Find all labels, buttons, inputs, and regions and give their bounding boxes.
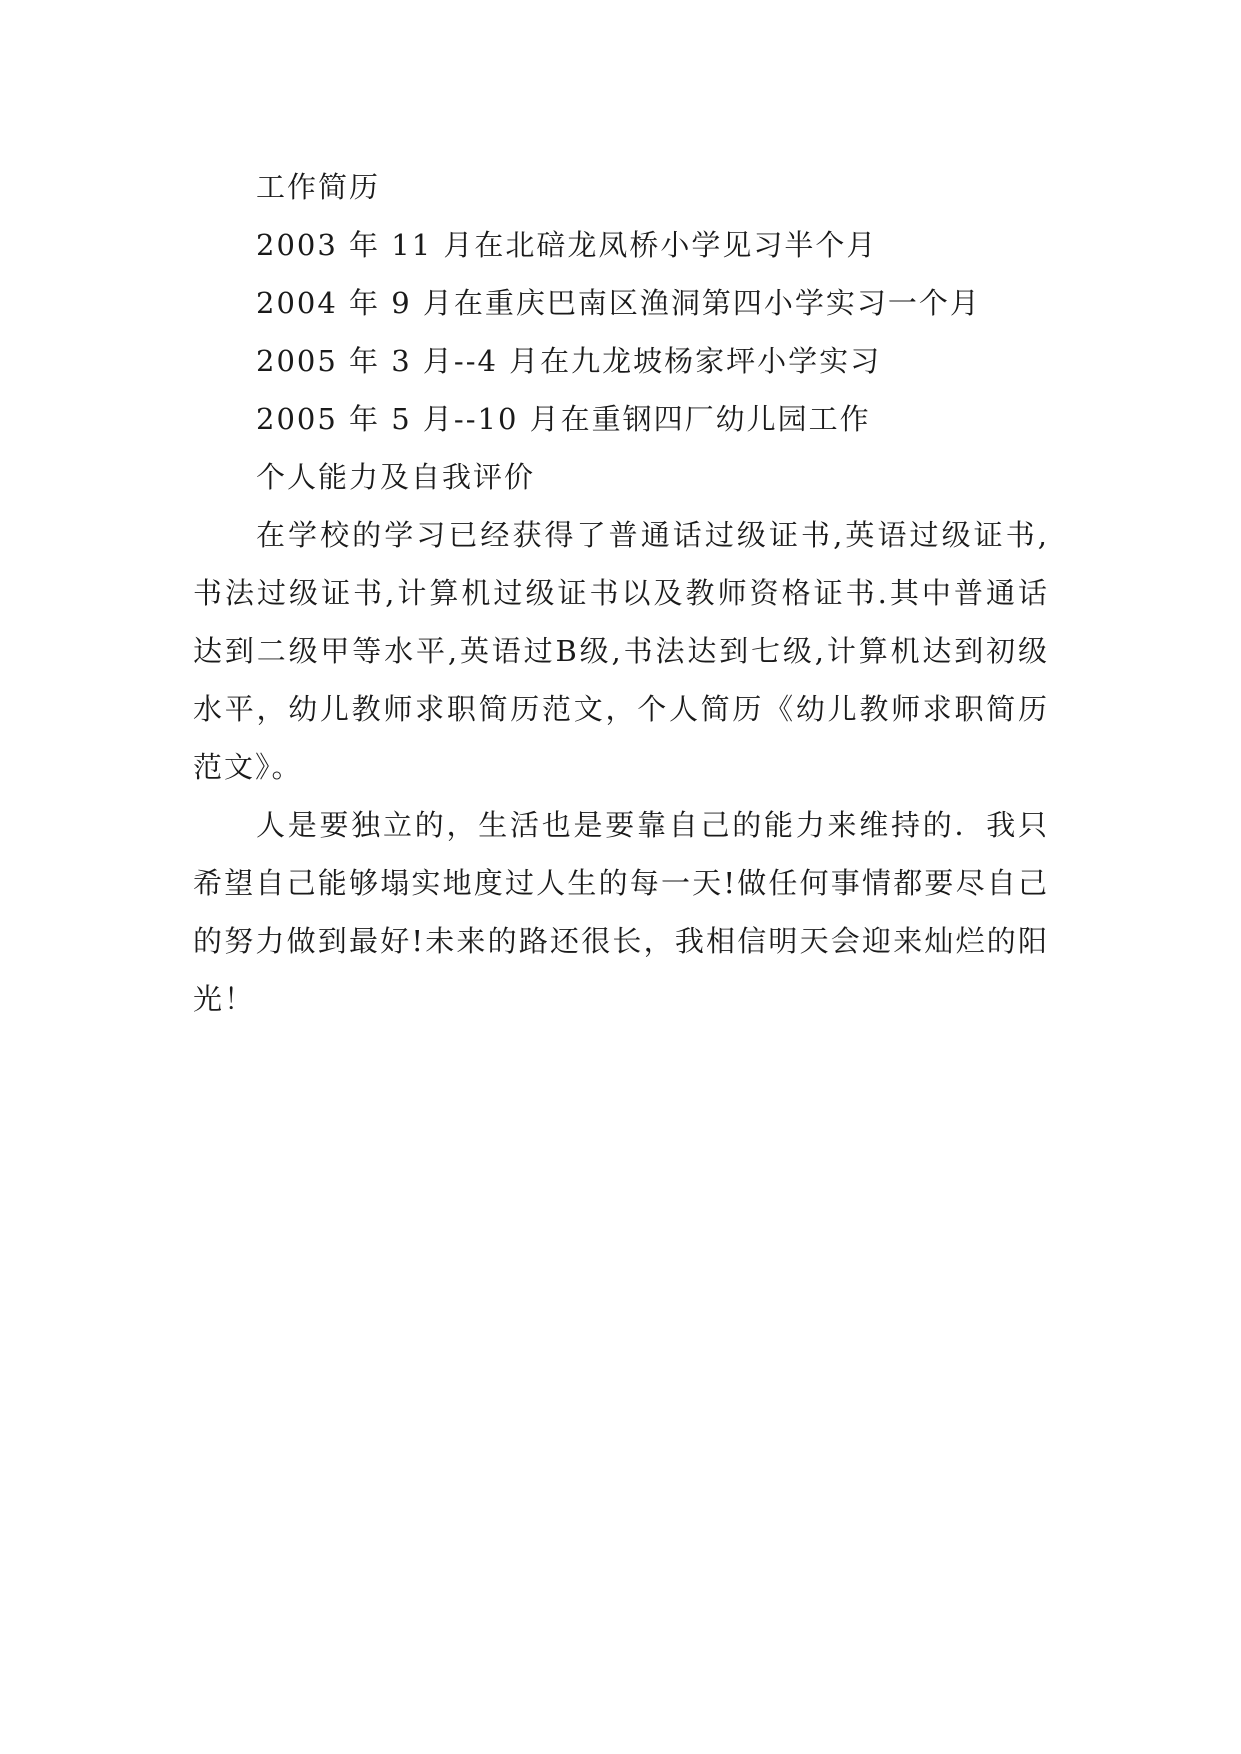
self-evaluation-paragraph: 在学校的学习已经获得了普通话过级证书,英语过级证书,书法过级证书,计算机过级证书以及教师资格证书.其中普通话达到二级甲等水平,英语过B级,书法达到七级,计算机达到初级水平，幼儿教师求职简历范文，个人简历《幼儿教师求职简历范文》。 xyxy=(193,518,1049,784)
self-evaluation-paragraph: 人是要独立的，生活也是要靠自己的能力来维持的．我只希望自己能够塌实地度过人生的每一天!做任何事情都要尽自己的努力做到最好!未来的路还很长，我相信明天会迎来灿烂的阳光！ xyxy=(193,808,1049,1016)
work-history-heading: 工作简历 xyxy=(256,170,381,204)
self-evaluation-heading: 个人能力及自我评价 xyxy=(256,460,536,494)
work-history-item: 2003 年 11 月在北碚龙凤桥小学见习半个月 xyxy=(256,228,878,262)
document-body xyxy=(193,158,1049,1028)
work-history-item: 2004 年 9 月在重庆巴南区渔洞第四小学实习一个月 xyxy=(256,286,981,320)
work-history-item: 2005 年 3 月--4 月在九龙坡杨家坪小学实习 xyxy=(256,344,882,378)
work-history-item: 2005 年 5 月--10 月在重钢四厂幼儿园工作 xyxy=(256,402,871,436)
